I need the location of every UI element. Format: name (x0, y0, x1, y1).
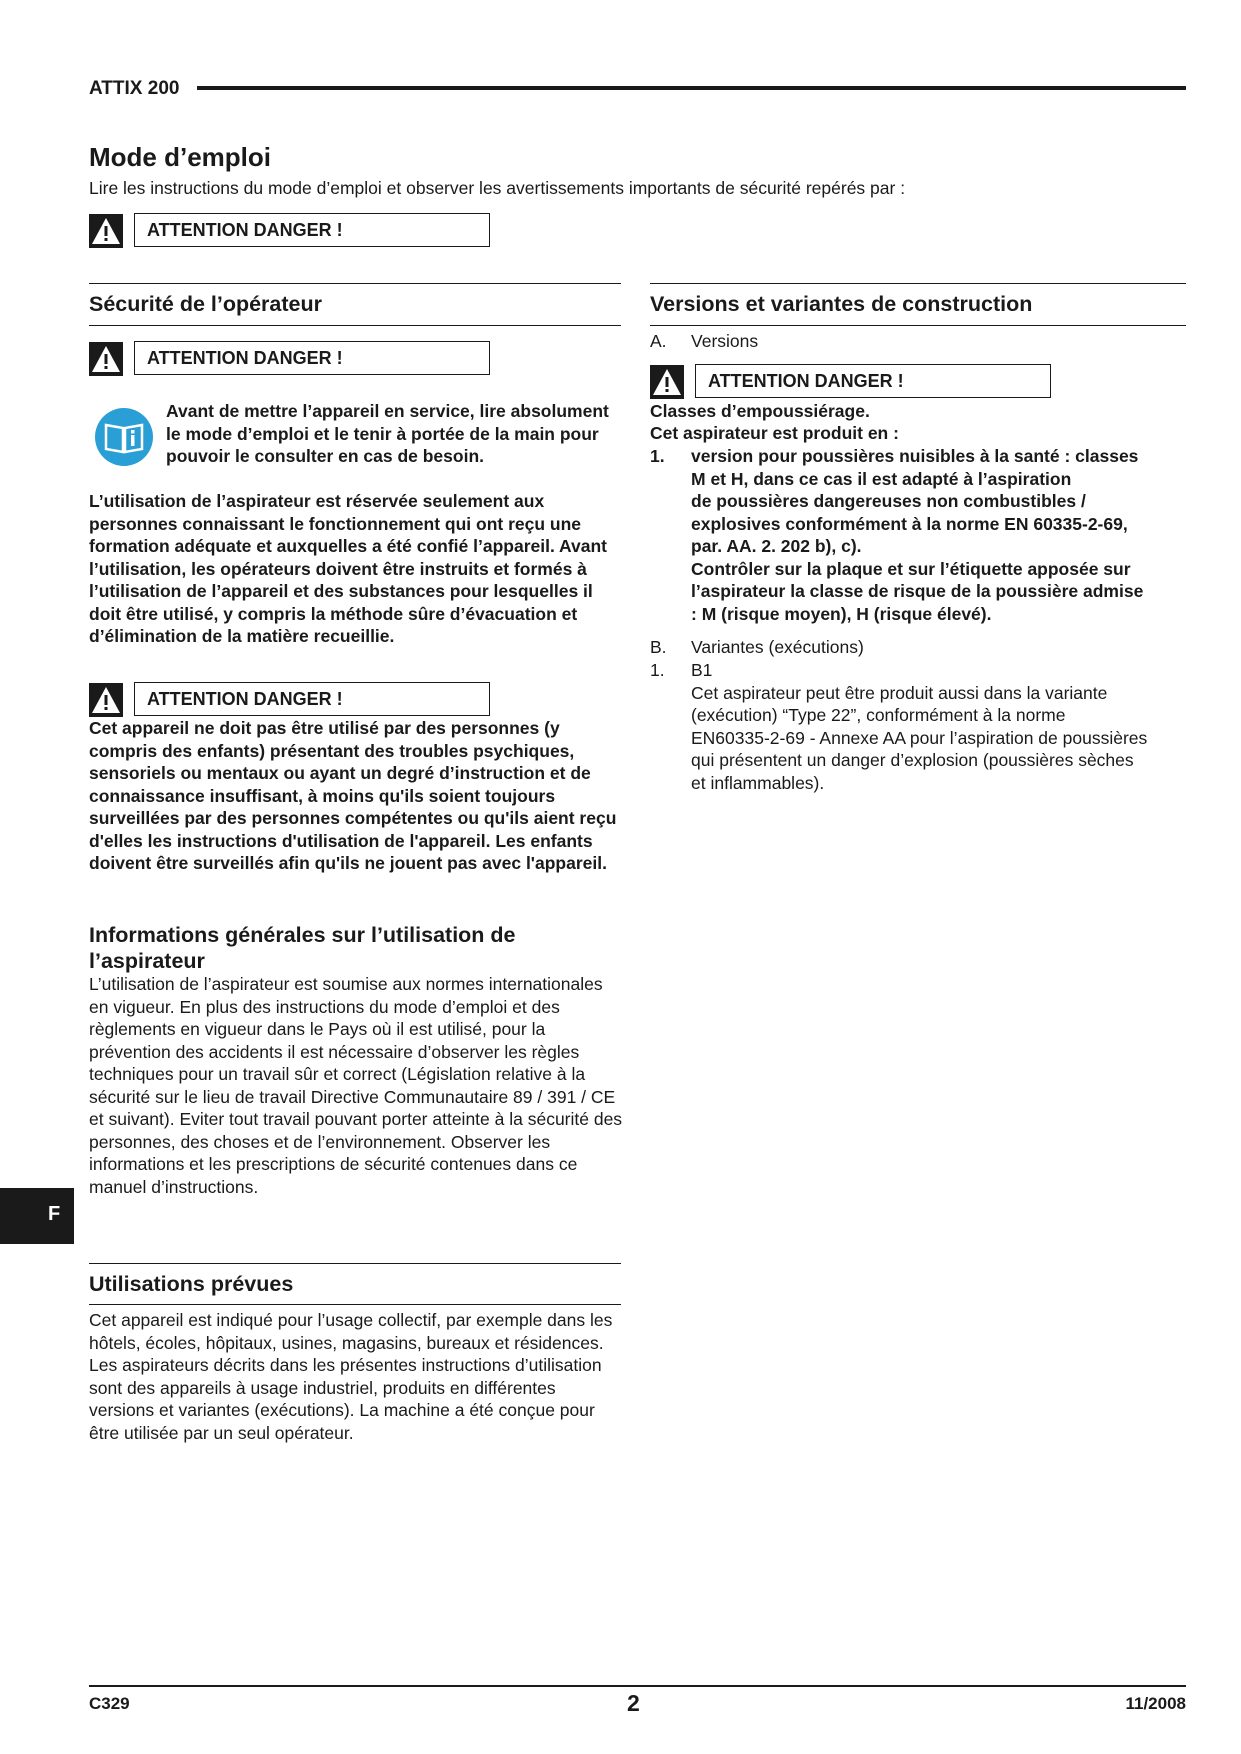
footer-date: 11/2008 (1125, 1694, 1186, 1713)
read-manual-icon (94, 407, 154, 467)
dust-classes-heading: Classes d’empoussiérage. (650, 401, 870, 421)
list-item-variants (650, 636, 1186, 660)
language-tab-label: F (48, 1203, 61, 1225)
warning-label: ATTENTION DANGER ! (695, 364, 1051, 398)
section-title-general-info: Informations générales sur l’utilisation de l’aspirateur (89, 923, 516, 973)
section-rule (650, 283, 1186, 284)
page-header (89, 76, 1186, 102)
warning-triangle-icon (89, 214, 123, 248)
list-label: B. (650, 637, 667, 657)
danger-paragraph: Cet appareil ne doit pas être utilisé par des personnes (y compris des enfants) présentant des troubles psychiques, sensoriels ou mentaux ou ayant un degré d’instruction et de connaissance insuffisant, à moins qu'ils soient toujours surveillées par des personnes compétentes ou qu'ils aient reçu d'elles les instructions d'utilisation de l'appareil. Les enfants doivent être surveillés afin qu'ils ne jouent pas avec l'appareil. (89, 718, 617, 873)
section-title-intended-use: Utilisations prévues (89, 1272, 294, 1296)
list-text: version pour poussières nuisibles à la santé : classes M et H, dans ce cas il est adapté à l’aspiration de poussières dangereuses non combustibles / explosives conformément à la norme EN 60335-2-69, par. AA. 2. 202 b), c). Contrôler sur la plaque et sur l’étiquette apposée sur l’aspirateur la classe de risque de la poussière admise : M (risque moyen), H (risque élevé). (691, 446, 1144, 624)
section-rule (89, 283, 621, 284)
warning-label: ATTENTION DANGER ! (134, 682, 490, 716)
operator-paragraph: L’utilisation de l’aspirateur est réservée seulement aux personnes connaissant le fonctionnement qui ont reçu une formation adéquate et auxquelles a été confié l’appareil. Avant l’utilisation, les opérateurs doivent être instruits et formés à l’utilisation de l’appareil et des substances pour lesquelles il doit être utilisé, y compris la méthode sûre d’évacuation et d’élimination de la matière recueillie. (89, 491, 608, 646)
section-rule (89, 1304, 621, 1305)
footer-rule (89, 1685, 1186, 1687)
info-paragraph: Avant de mettre l’appareil en service, lire absolument le mode d’emploi et le tenir à portée de la main pour pouvoir le consulter en cas de besoin. (166, 401, 609, 466)
warning-label: ATTENTION DANGER ! (134, 341, 490, 375)
footer-code: C329 (89, 1694, 130, 1713)
warning-triangle-icon (650, 365, 684, 399)
page-title: Mode d’emploi (89, 142, 271, 172)
list-item-variant-b1 (650, 659, 1186, 799)
list-label: A. (650, 331, 667, 351)
warning-label: ATTENTION DANGER ! (134, 213, 490, 247)
section-rule (89, 325, 621, 326)
page-number: 2 (627, 1690, 640, 1716)
intended-use-paragraph: Cet appareil est indiqué pour l’usage collectif, par exemple dans les hôtels, écoles, hôpitaux, usines, magasins, bureaux et résidences. Les aspirateurs décrits dans les présentes instructions d’utilisation sont des appareils à usage industriel, produits en différentes versions et variantes (exécutions). La machine a été conçue pour être utilisée par un seul opérateur. (89, 1310, 613, 1443)
brand-title: ATTIX 200 (89, 78, 180, 99)
list-label: 1. (650, 446, 665, 466)
warning-notice (89, 682, 491, 718)
warning-triangle-icon (89, 683, 123, 717)
general-info-paragraph: L’utilisation de l’aspirateur est soumise aux normes internationales en vigueur. En plus des instructions du mode d’emploi et des règlements en vigueur dans le Pays où il est utilisé, pour la prévention des accidents il est nécessaire d’observer les règles techniques pour un travail sûr et correct (Législation relative à la sécurité sur le lieu de travail Directive Communautaire 89 / 391 / CE et suivant). Eviter tout travail pouvant porter atteinte à la sécurité des personnes, des choses et de l’environnement. Observer les informations et les prescriptions de sécurité contenues dans ce manuel d’instructions. (89, 974, 623, 1197)
list-text: B1 Cet aspirateur peut être produit aussi dans la variante (exécution) “Type 22”, conformément à la norme EN60335-2-69 - Annexe AA pour l’aspiration de poussières qui présentent un danger d’explosion (poussières sèches et inflammables). (691, 660, 1148, 793)
warning-notice (89, 213, 491, 249)
header-rule (197, 86, 1186, 90)
list-item-dust-version (650, 445, 1186, 627)
language-tab (0, 1188, 74, 1244)
section-title-operator-safety: Sécurité de l’opérateur (89, 292, 322, 316)
list-label: 1. (650, 660, 665, 680)
section-title-versions: Versions et variantes de construction (650, 292, 1033, 316)
list-item-versions (650, 330, 1186, 354)
list-text: Versions (691, 331, 759, 351)
section-rule (89, 1263, 621, 1264)
intro-text: Lire les instructions du mode d’emploi et observer les avertissements importants de sécurité repérés par : (89, 178, 906, 198)
warning-notice (89, 341, 491, 377)
dust-classes-intro: Cet aspirateur est produit en : (650, 423, 899, 443)
section-rule (650, 325, 1186, 326)
warning-notice (650, 364, 1052, 400)
warning-triangle-icon (89, 342, 123, 376)
list-text: Variantes (exécutions) (691, 637, 864, 657)
